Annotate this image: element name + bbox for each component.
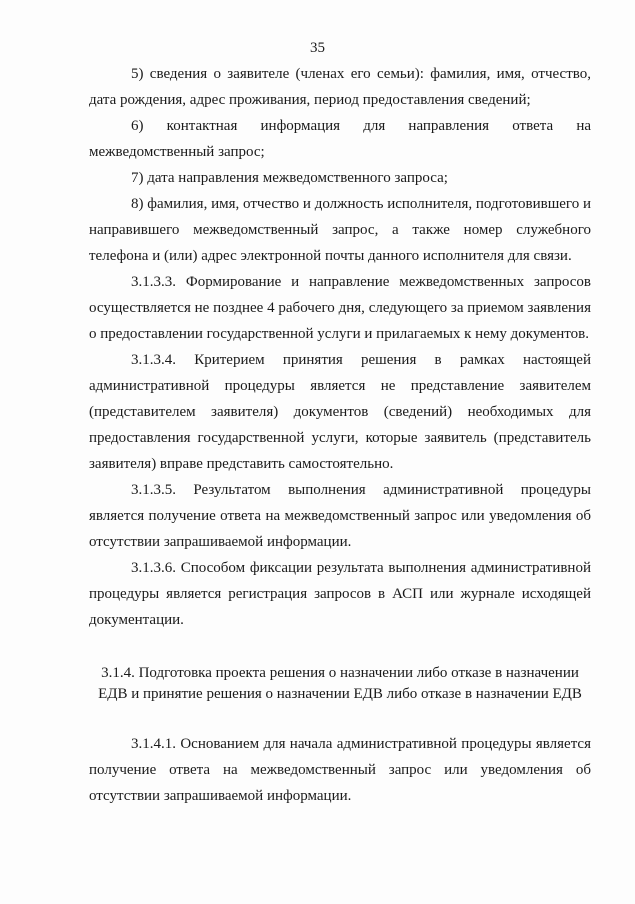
paragraph-executor-info: 8) фамилия, имя, отчество и должность исполнителя, подготовившего и направившего межведомственный запрос, а также номер служебного телефона и (или) адрес электронной почты данного исполнителя для связи. xyxy=(89,196,591,264)
paragraph-3-1-4-1: 3.1.4.1. Основанием для начала административной процедуры является получение ответа на межведомственный запрос или уведомления об отсутствии запрашиваемой информации. xyxy=(89,736,591,804)
paragraph-applicant-info: 5) сведения о заявителе (членах его семьи): фамилия, имя, отчество, дата рождения, адрес проживания, период предоставления сведений; xyxy=(89,66,591,108)
paragraph-contact-info: 6) контактная информация для направления ответа на межведомственный запрос; xyxy=(89,118,591,160)
paragraph-3-1-3-5: 3.1.3.5. Результатом выполнения административной процедуры является получение ответа на межведомственный запрос или уведомления об отсутствии запрашиваемой информации. xyxy=(89,482,591,550)
page-content xyxy=(89,61,591,809)
paragraph-3-1-3-4: 3.1.3.4. Критерием принятия решения в рамках настоящей административной процедуры является не представление заявителем (представителем заявителя) документов (сведений) необходимых для предоставления государственной услуги, которые заявитель (представитель заявителя) вправе представить самостоятельно. xyxy=(89,352,591,472)
paragraph-3-1-3-6: 3.1.3.6. Способом фиксации результата выполнения административной процедуры является регистрация запросов в АСП или журнале исходящей документации. xyxy=(89,560,591,628)
section-heading-3-1-4: 3.1.4. Подготовка проекта решения о назначении либо отказе в назначении ЕДВ и принятие решения о назначении ЕДВ либо отказе в назначении ЕДВ xyxy=(98,665,582,702)
page-number: 35 xyxy=(310,40,325,56)
paragraph-3-1-3-3: 3.1.3.3. Формирование и направление межведомственных запросов осуществляется не позднее 4 рабочего дня, следующего за приемом заявления о предоставлении государственной услуги и прилагаемых к нему документов. xyxy=(89,274,591,342)
paragraph-request-date: 7) дата направления межведомственного запроса; xyxy=(131,170,448,186)
